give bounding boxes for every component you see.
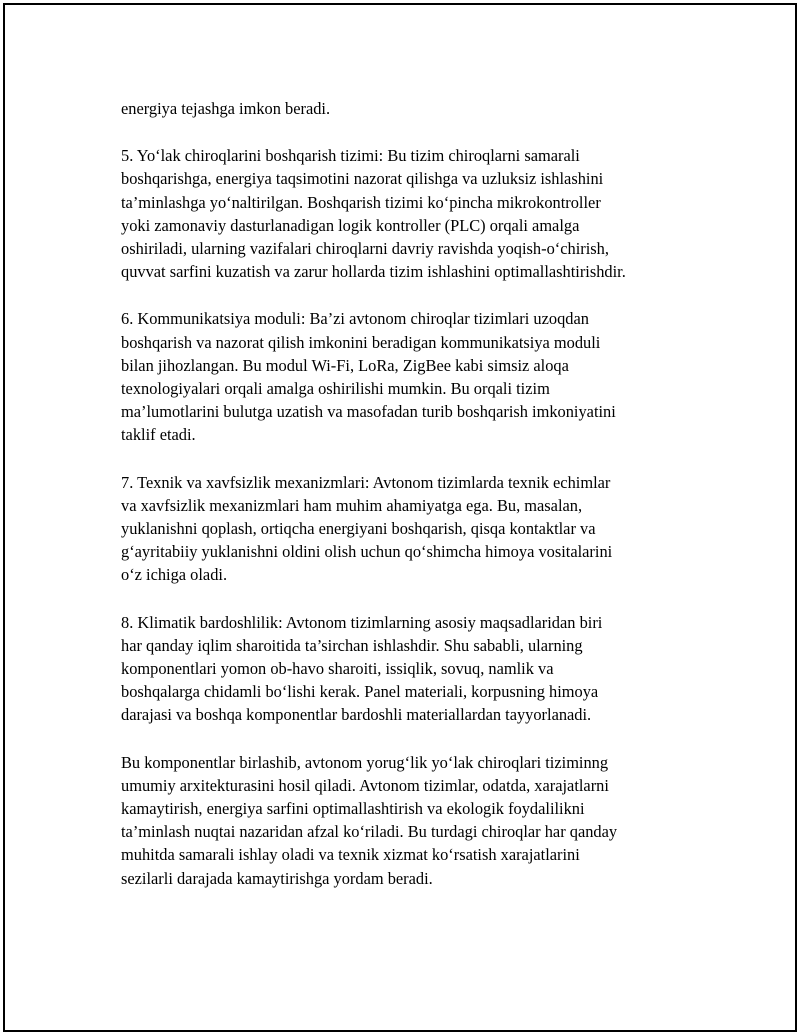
paragraph-communication-module: 6. Kommunikatsiya moduli: Ba’zi avtonom chiroqlar tizimlari uzoqdan boshqarish va nazorat qilish imkonini beradigan kommunikatsiya moduli bilan jihozlangan. Bu modul Wi-Fi, LoRa, ZigBee kabi simsiz aloqa texnologiyalari orqali amalga oshirilishi mumkin. Bu orqali tizim ma’lumotlarini bulutga uzatish va masofadan turib boshqarish imkoniyatini taklif etadi. <box>121 309 616 445</box>
paragraph-intro-continuation: energiya tejashga imkon beradi. <box>121 99 331 118</box>
paragraph-climate-resilience: 8. Klimatik bardoshlilik: Avtonom tizimlarning asosiy maqsadlaridan biri har qanday iqlim sharoitida ta’sirchan ishlashdir. Shu sababli, ularning komponentlari yomon ob-havo sharoiti, issiqlik, sovuq, namlik va boshqalarga chidamli bo‘lishi kerak. Panel materiali, korpusning himoya darajasi va boshqa komponentlar bardoshli materiallardan tayyorlanadi. <box>121 612 603 725</box>
paragraph-conclusion: Bu komponentlar birlashib, avtonom yorug‘lik yo‘lak chiroqlari tiziminng umumiy arxitekturasini hosil qiladi. Avtonom tizimlar, odatda, xarajatlarni kamaytirish, energiya sarfini optimallashtirish va ekologik foydalilikni ta’minlash nuqtai nazaridan afzal ko‘riladi. Bu turdagi chiroqlar har qanday muhitda samarali ishlay oladi va texnik xizmat ko‘rsatish xarajatlarini sezilarli darajada kamaytirishga yordam beradi. <box>121 752 618 888</box>
page-frame <box>3 3 797 1032</box>
document-body <box>121 97 691 914</box>
paragraph-safety-mechanisms: 7. Texnik va xavfsizlik mexanizmlari: Avtonom tizimlarda texnik echimlar va xavfsizlik mexanizmlari ham muhim ahamiyatga ega. Bu, masalan, yuklanishni qoplash, ortiqcha energiyani boshqarish, qisqa kontaktlar va g‘ayritabiiy yuklanishni oldini olish uchun qo‘shimcha himoya vositalarini o‘z ichiga oladi. <box>121 472 613 585</box>
paragraph-lighting-control-system: 5. Yo‘lak chiroqlarini boshqarish tizimi: Bu tizim chiroqlarni samarali boshqarishga, energiya taqsimotini nazorat qilishga va uzluksiz ishlashini ta’minlashga yo‘naltirilgan. Boshqarish tizimi ko‘pincha mikrokontroller yoki zamonaviy dasturlanadigan logik kontroller (PLC) orqali amalga oshiriladi, ularning vazifalari chiroqlarni davriy ravishda yoqish-o‘chirish, quvvat sarfini kuzatish va zarur hollarda tizim ishlashini optimallashtirishdir. <box>121 146 626 282</box>
